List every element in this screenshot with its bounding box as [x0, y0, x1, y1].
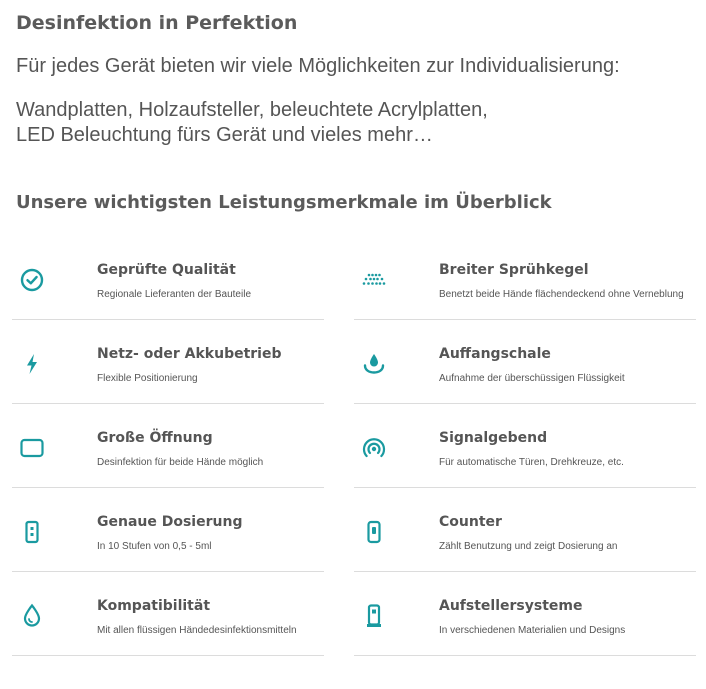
feature-title: Große Öffnung: [97, 430, 213, 446]
feature-item-dosing: [12, 488, 324, 572]
drip-tray-icon: [360, 350, 388, 378]
check-circle-icon: [18, 266, 46, 294]
feature-title: Kompatibilität: [97, 598, 211, 614]
feature-item-power: [12, 320, 324, 404]
feature-item-tray: [354, 320, 696, 404]
features-grid: [12, 236, 696, 656]
feature-title: Breiter Sprühkegel: [439, 262, 589, 278]
feature-desc: In 10 Stufen von 0,5 - 5ml: [97, 541, 212, 552]
feature-item-counter: [354, 488, 696, 572]
counter-device-icon: [360, 518, 388, 546]
feature-desc: In verschiedenen Materialien und Designs: [439, 625, 626, 636]
feature-desc: Für automatische Türen, Drehkreuze, etc.: [439, 457, 624, 468]
intro-line-2: Wandplatten, Holzaufsteller, beleuchtete Acrylplatten,: [16, 99, 488, 121]
feature-desc: Zählt Benutzung und zeigt Dosierung an: [439, 541, 618, 552]
feature-desc: Flexible Positionierung: [97, 373, 198, 384]
feature-item-compatibility: [12, 572, 324, 656]
lightning-icon: [18, 350, 46, 378]
opening-rectangle-icon: [18, 434, 46, 462]
feature-title: Genaue Dosierung: [97, 514, 243, 530]
feature-item-stands: [354, 572, 696, 656]
signal-icon: [360, 434, 388, 462]
features-heading: Unsere wichtigsten Leistungsmerkmale im Überblick: [16, 192, 552, 213]
feature-title: Netz- oder Akkubetrieb: [97, 346, 282, 362]
feature-title: Aufstellersysteme: [439, 598, 583, 614]
page-title: Desinfektion in Perfektion: [16, 12, 298, 34]
feature-title: Auffangschale: [439, 346, 551, 362]
feature-title: Geprüfte Qualität: [97, 262, 236, 278]
feature-item-quality: [12, 236, 324, 320]
feature-title: Signalgebend: [439, 430, 548, 446]
feature-item-spray: [354, 236, 696, 320]
intro-line-1: Für jedes Gerät bieten wir viele Möglichkeiten zur Individualisierung:: [16, 55, 620, 77]
feature-item-opening: [12, 404, 324, 488]
feature-item-signal: [354, 404, 696, 488]
feature-desc: Mit allen flüssigen Händedesinfektionsmitteln: [97, 625, 297, 636]
feature-desc: Aufnahme der überschüssigen Flüssigkeit: [439, 373, 625, 384]
feature-desc: Desinfektion für beide Hände möglich: [97, 457, 264, 468]
dosing-device-icon: [18, 518, 46, 546]
stand-system-icon: [360, 602, 388, 630]
intro-text: [16, 54, 696, 148]
feature-desc: Regionale Lieferanten der Bauteile: [97, 289, 251, 300]
feature-desc: Benetzt beide Hände flächendeckend ohne Verneblung: [439, 289, 684, 300]
droplet-icon: [18, 602, 46, 630]
feature-title: Counter: [439, 514, 502, 530]
intro-line-3: LED Beleuchtung fürs Gerät und vieles mehr…: [16, 124, 433, 146]
spray-dots-icon: [360, 266, 388, 294]
